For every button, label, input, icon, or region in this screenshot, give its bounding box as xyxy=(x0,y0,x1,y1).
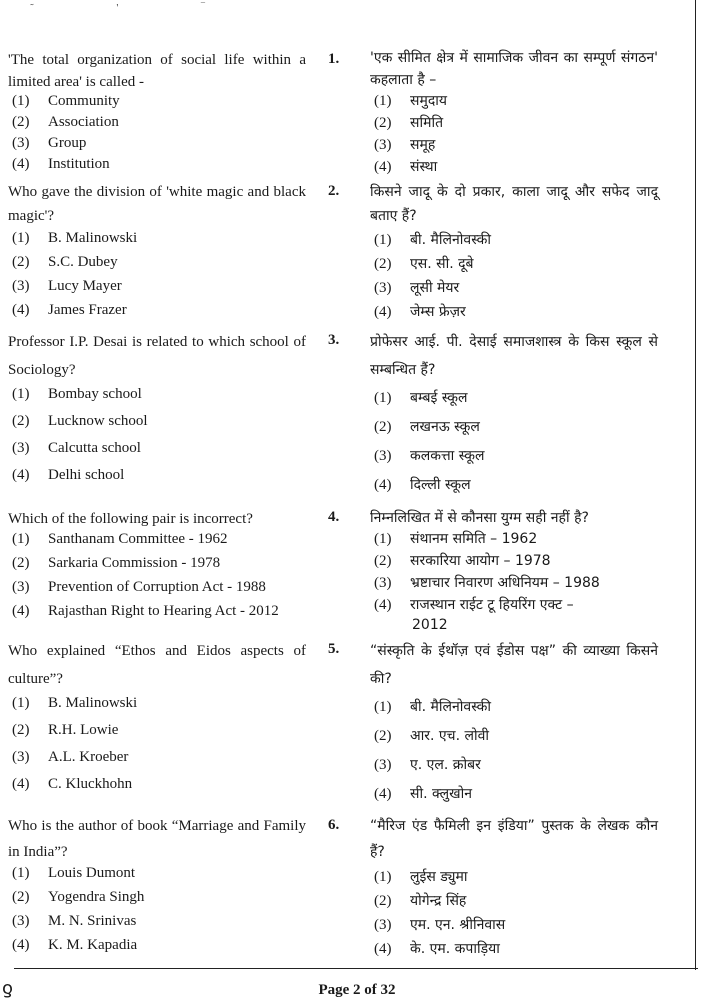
option-number: (1) xyxy=(12,386,30,402)
question-stem: Which of the following pair is incorrect? xyxy=(8,511,253,527)
option xyxy=(370,475,658,504)
option xyxy=(370,446,658,475)
option-list xyxy=(8,865,306,961)
option xyxy=(370,302,658,326)
option-text: सरकारिया आयोग – 1978 xyxy=(410,553,551,569)
question-2-english xyxy=(8,180,306,326)
question-stem: “संस्कृति के ईथॉज़ एवं ईडोस पक्ष” की व्याख्या किसने की? xyxy=(370,643,658,687)
option-text: Community xyxy=(48,93,120,109)
option-text: बी. मैलिनोवस्की xyxy=(410,699,492,715)
option-number: (2) xyxy=(374,893,392,909)
option-text: जेम्स फ्रेज़र xyxy=(410,304,466,320)
option-number: (2) xyxy=(374,728,392,744)
option xyxy=(8,230,306,254)
option-text: दिल्ली स्कूल xyxy=(410,477,471,493)
option-number: (4) xyxy=(12,937,30,953)
option xyxy=(8,386,306,413)
option-number: (1) xyxy=(374,699,392,715)
option-text: B. Malinowski xyxy=(48,695,138,711)
option-text: Association xyxy=(48,114,119,130)
option-text: Yogendra Singh xyxy=(48,889,145,905)
option-text: Delhi school xyxy=(48,467,125,483)
option-text: R.H. Lowie xyxy=(48,722,119,738)
option-number: (1) xyxy=(12,531,30,547)
option-number: (4) xyxy=(374,786,392,802)
option-number: (2) xyxy=(12,114,30,130)
option-text: कलकत्ता स्कूल xyxy=(410,448,485,464)
option-text: संथानम समिति – 1962 xyxy=(410,531,538,547)
option-number: (2) xyxy=(12,254,30,270)
option xyxy=(8,114,306,135)
option xyxy=(8,749,306,776)
option-number: (4) xyxy=(374,477,392,493)
question-number: 3. xyxy=(328,332,340,348)
question-stem: Professor I.P. Desai is related to which school of Sociology? xyxy=(8,334,306,378)
question-stem: किसने जादू के दो प्रकार, काला जादू और सफेद जादू बताए हैं? xyxy=(370,184,658,224)
option xyxy=(370,697,658,726)
option xyxy=(370,726,658,755)
option xyxy=(370,157,658,179)
option-number: (3) xyxy=(374,448,392,464)
option-number: (1) xyxy=(374,232,392,248)
question-3-hindi xyxy=(370,328,658,504)
option-text: समूह xyxy=(410,137,436,153)
option-text: संस्था xyxy=(410,159,438,175)
option-number: (2) xyxy=(12,413,30,429)
question-1-hindi xyxy=(370,47,658,179)
option-number: (2) xyxy=(12,889,30,905)
option-number: (2) xyxy=(374,419,392,435)
question-stem: Who gave the division of 'white magic and black magic'? xyxy=(8,184,306,224)
option-text: M. N. Srinivas xyxy=(48,913,137,929)
option-number: (4) xyxy=(12,776,30,792)
option xyxy=(370,278,658,302)
option-text: Prevention of Corruption Act - 1988 xyxy=(48,579,266,595)
option-number: (1) xyxy=(12,93,30,109)
question-3-english xyxy=(8,328,306,494)
option xyxy=(8,302,306,326)
option-number: (2) xyxy=(374,553,392,569)
option-list xyxy=(370,529,658,639)
option xyxy=(8,278,306,302)
question-stem: Who is the author of book “Marriage and Family in India”? xyxy=(8,818,306,860)
option xyxy=(370,867,658,891)
option-number: (1) xyxy=(12,695,30,711)
question-number: 4. xyxy=(328,509,340,525)
option-text: Bombay school xyxy=(48,386,142,402)
option-list xyxy=(8,230,306,326)
option xyxy=(8,467,306,494)
option-number: (4) xyxy=(12,603,30,619)
question-5-english xyxy=(8,637,306,803)
option-number: (1) xyxy=(374,390,392,406)
option-number: (3) xyxy=(12,440,30,456)
option-list xyxy=(370,867,658,963)
option-number: (2) xyxy=(374,256,392,272)
option-text: ए. एल. क्रोबर xyxy=(410,757,481,773)
question-stem: Who explained “Ethos and Eidos aspects of culture”? xyxy=(8,643,306,687)
option-text: K. M. Kapadia xyxy=(48,937,138,953)
option xyxy=(8,254,306,278)
option-text: Sarkaria Commission - 1978 xyxy=(48,555,221,571)
option-text: A.L. Kroeber xyxy=(48,749,129,765)
option-text: S.C. Dubey xyxy=(48,254,118,270)
option xyxy=(370,417,658,446)
option xyxy=(370,388,658,417)
option-text: Institution xyxy=(48,156,110,172)
question-6-hindi xyxy=(370,813,658,963)
option-number: (4) xyxy=(12,156,30,172)
option-text: लखनऊ स्कूल xyxy=(410,419,480,435)
option-number: (3) xyxy=(12,278,30,294)
option xyxy=(8,135,306,156)
option-list xyxy=(8,386,306,494)
question-stem: प्रोफेसर आई. पी. देसाई समाजशास्त्र के किस स्कूल से सम्बन्धित हैं? xyxy=(370,334,658,378)
option xyxy=(370,915,658,939)
option-number: (2) xyxy=(374,115,392,131)
option xyxy=(370,135,658,157)
option-number: (4) xyxy=(374,304,392,320)
option xyxy=(370,113,658,135)
question-stem: निम्नलिखित में से कौनसा युग्म सही नहीं है? xyxy=(370,510,589,526)
option-number: (3) xyxy=(374,280,392,296)
option-text: राजस्थान राईट टू हियरिंग एक्ट – xyxy=(410,597,574,613)
option-text: Rajasthan Right to Hearing Act - 2012 xyxy=(48,603,279,619)
option-text: भ्रष्टाचार निवारण अधिनियम – 1988 xyxy=(410,575,600,591)
option xyxy=(370,891,658,915)
option-number: (3) xyxy=(374,575,392,591)
right-margin-rule xyxy=(695,0,696,970)
option-text: Group xyxy=(48,135,87,151)
option-text: Santhanam Committee - 1962 xyxy=(48,531,228,547)
option xyxy=(8,413,306,440)
option-text: बी. मैलिनोवस्की xyxy=(410,232,492,248)
question-2-hindi xyxy=(370,180,658,326)
option xyxy=(370,784,658,813)
option-text: आर. एच. लोवी xyxy=(410,728,489,744)
option-number: (3) xyxy=(12,749,30,765)
option-text: Lucknow school xyxy=(48,413,148,429)
option-number: (4) xyxy=(374,597,392,613)
question-6-english xyxy=(8,813,306,961)
option-number: (3) xyxy=(12,135,30,151)
option-text: लूसी मेयर xyxy=(410,280,460,296)
question-stem: “मैरिज एंड फैमिली इन इंडिया” पुस्तक के लेखक कौन हैं? xyxy=(370,818,658,860)
option-text: James Frazer xyxy=(48,302,127,318)
option-list xyxy=(370,230,658,326)
option-list xyxy=(8,695,306,803)
page-number: Page 2 of 32 xyxy=(318,982,396,998)
option xyxy=(370,551,658,573)
option-list xyxy=(370,697,658,813)
option-number: (3) xyxy=(12,913,30,929)
question-number: 1. xyxy=(328,51,340,67)
option-text: Calcutta school xyxy=(48,440,141,456)
question-5-hindi xyxy=(370,637,658,813)
option-number: (1) xyxy=(12,230,30,246)
option xyxy=(8,440,306,467)
option xyxy=(8,722,306,749)
option-number: (3) xyxy=(12,579,30,595)
option xyxy=(370,230,658,254)
option-text: Louis Dumont xyxy=(48,865,136,881)
question-number: 6. xyxy=(328,817,340,833)
option-text: के. एम. कपाड़िया xyxy=(410,941,500,957)
option xyxy=(370,755,658,784)
option-text: Lucy Mayer xyxy=(48,278,122,294)
option xyxy=(8,531,306,555)
option xyxy=(8,937,306,961)
option-text: एम. एन. श्रीनिवास xyxy=(410,917,506,933)
scan-marks: ˜ ' ‾ xyxy=(30,2,245,14)
option xyxy=(8,776,306,803)
option-text: C. Kluckhohn xyxy=(48,776,133,792)
option-list xyxy=(8,531,306,627)
question-4-hindi xyxy=(370,507,658,639)
option-number: (2) xyxy=(12,722,30,738)
option-list xyxy=(370,388,658,504)
question-number: 2. xyxy=(328,183,340,199)
option xyxy=(370,573,658,595)
option-number: (1) xyxy=(374,531,392,547)
option-number: (3) xyxy=(374,757,392,773)
option-number: (1) xyxy=(374,93,392,109)
option-list xyxy=(370,91,658,179)
option-text: सी. क्लुखोन xyxy=(410,786,472,802)
option-number: (4) xyxy=(12,467,30,483)
option xyxy=(8,156,306,177)
option-number: (2) xyxy=(12,555,30,571)
corner-mark-icon: ƍ xyxy=(2,978,14,999)
question-stem: 'एक सीमित क्षेत्र में सामाजिक जीवन का सम्पूर्ण संगठन' कहलाता है – xyxy=(370,50,658,88)
option xyxy=(8,579,306,603)
option xyxy=(370,254,658,278)
option xyxy=(8,555,306,579)
option-list xyxy=(8,93,306,177)
question-1-english xyxy=(8,47,306,177)
question-4-english xyxy=(8,507,306,627)
option-number: (1) xyxy=(374,869,392,885)
option-text: एस. सी. दूबे xyxy=(410,256,474,272)
question-stem: 'The total organization of social life within a limited area' is called - xyxy=(8,52,306,90)
option-number: (4) xyxy=(374,941,392,957)
option-text: लुईस ड्युमा xyxy=(410,869,468,885)
option-number: (4) xyxy=(12,302,30,318)
option-continuation: 2012 xyxy=(412,617,448,633)
option-text: B. Malinowski xyxy=(48,230,138,246)
option-number: (3) xyxy=(374,917,392,933)
option-text: समुदाय xyxy=(410,93,448,109)
option xyxy=(370,595,658,617)
option xyxy=(8,695,306,722)
option xyxy=(370,91,658,113)
option xyxy=(8,865,306,889)
footer-rule xyxy=(14,968,698,969)
option xyxy=(370,939,658,963)
option xyxy=(8,93,306,114)
option xyxy=(8,603,306,627)
option xyxy=(370,529,658,551)
option-text: बम्बई स्कूल xyxy=(410,390,468,406)
option-number: (3) xyxy=(374,137,392,153)
question-number: 5. xyxy=(328,641,340,657)
option-text: योगेन्द्र सिंह xyxy=(410,893,467,909)
option-text: समिति xyxy=(410,115,444,131)
option xyxy=(8,889,306,913)
option xyxy=(8,913,306,937)
option-number: (4) xyxy=(374,159,392,175)
option-number: (1) xyxy=(12,865,30,881)
